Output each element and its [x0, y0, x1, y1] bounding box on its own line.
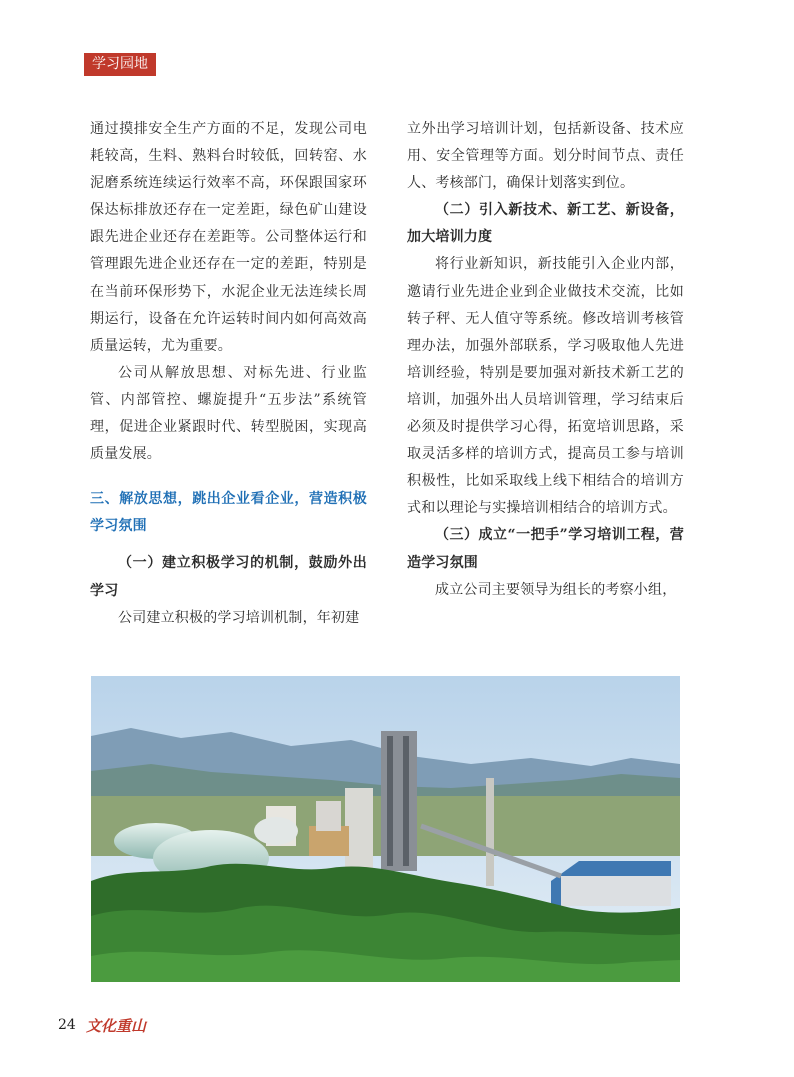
left-column [90, 116, 367, 632]
body-paragraph: 成立公司主要领导为组长的考察小组， [435, 581, 677, 598]
section-heading: 三、解放思想，跳出企业看企业，营造积极学习氛围 [90, 491, 367, 535]
sub-heading: （二）引入新技术、新工艺、新设备，加大培训力度 [407, 202, 684, 246]
body-paragraph: 将行业新知识，新技能引入企业内部，邀请行业先进企业到企业做技术交流，比如转子秤、无人值守等系统。修改培训考核管理办法，加强外部联系，学习吸取他人先进培训经验，特别是要加强对新技术新工艺的培训，加强外出人员培训管理，学习结束后必须及时提供学习心得，拓宽培训思路，采取灵活多样的培训方式，提高员工参与培训积极性，比如采取线上线下相结合的培训方式和以理论与实操培训相结合的培训方式。 [407, 256, 684, 517]
sub-heading: （三）成立“一把手”学习培训工程，营造学习氛围 [407, 527, 684, 571]
page-number: 24 [58, 1017, 76, 1033]
section-tag: 学习园地 [84, 53, 156, 76]
right-column [407, 116, 684, 604]
body-paragraph: 立外出学习培训计划，包括新设备、技术应用、安全管理等方面。划分时间节点、责任人、考核部门，确保计划落实到位。 [407, 121, 684, 192]
body-paragraph: 公司建立积极的学习培训机制，年初建 [118, 609, 360, 626]
body-paragraph: 公司从解放思想、对标先进、行业监管、内部管控、螺旋提升“五步法”系统管理，促进企业紧跟时代、转型脱困，实现高质量发展。 [90, 364, 367, 463]
sub-heading: （一）建立积极学习的机制，鼓励外出学习 [90, 555, 367, 599]
magazine-logo: 文化重山 [86, 1017, 147, 1035]
body-paragraph: 通过摸排安全生产方面的不足，发现公司电耗较高，生料、熟料台时较低，回转窑、水泥磨系统连续运行效率不高，环保跟国家环保达标排放还存在一定差距，绿色矿山建设跟先进企业还存在差距等。公司整体运行和管理跟先进企业还存在一定的差距，特别是在当前环保形势下，水泥企业无法连续长周期运行，设备在允许运转时间内如何高效高质量运转，尤为重要。 [90, 121, 367, 354]
cement-plant-photo [91, 676, 680, 982]
